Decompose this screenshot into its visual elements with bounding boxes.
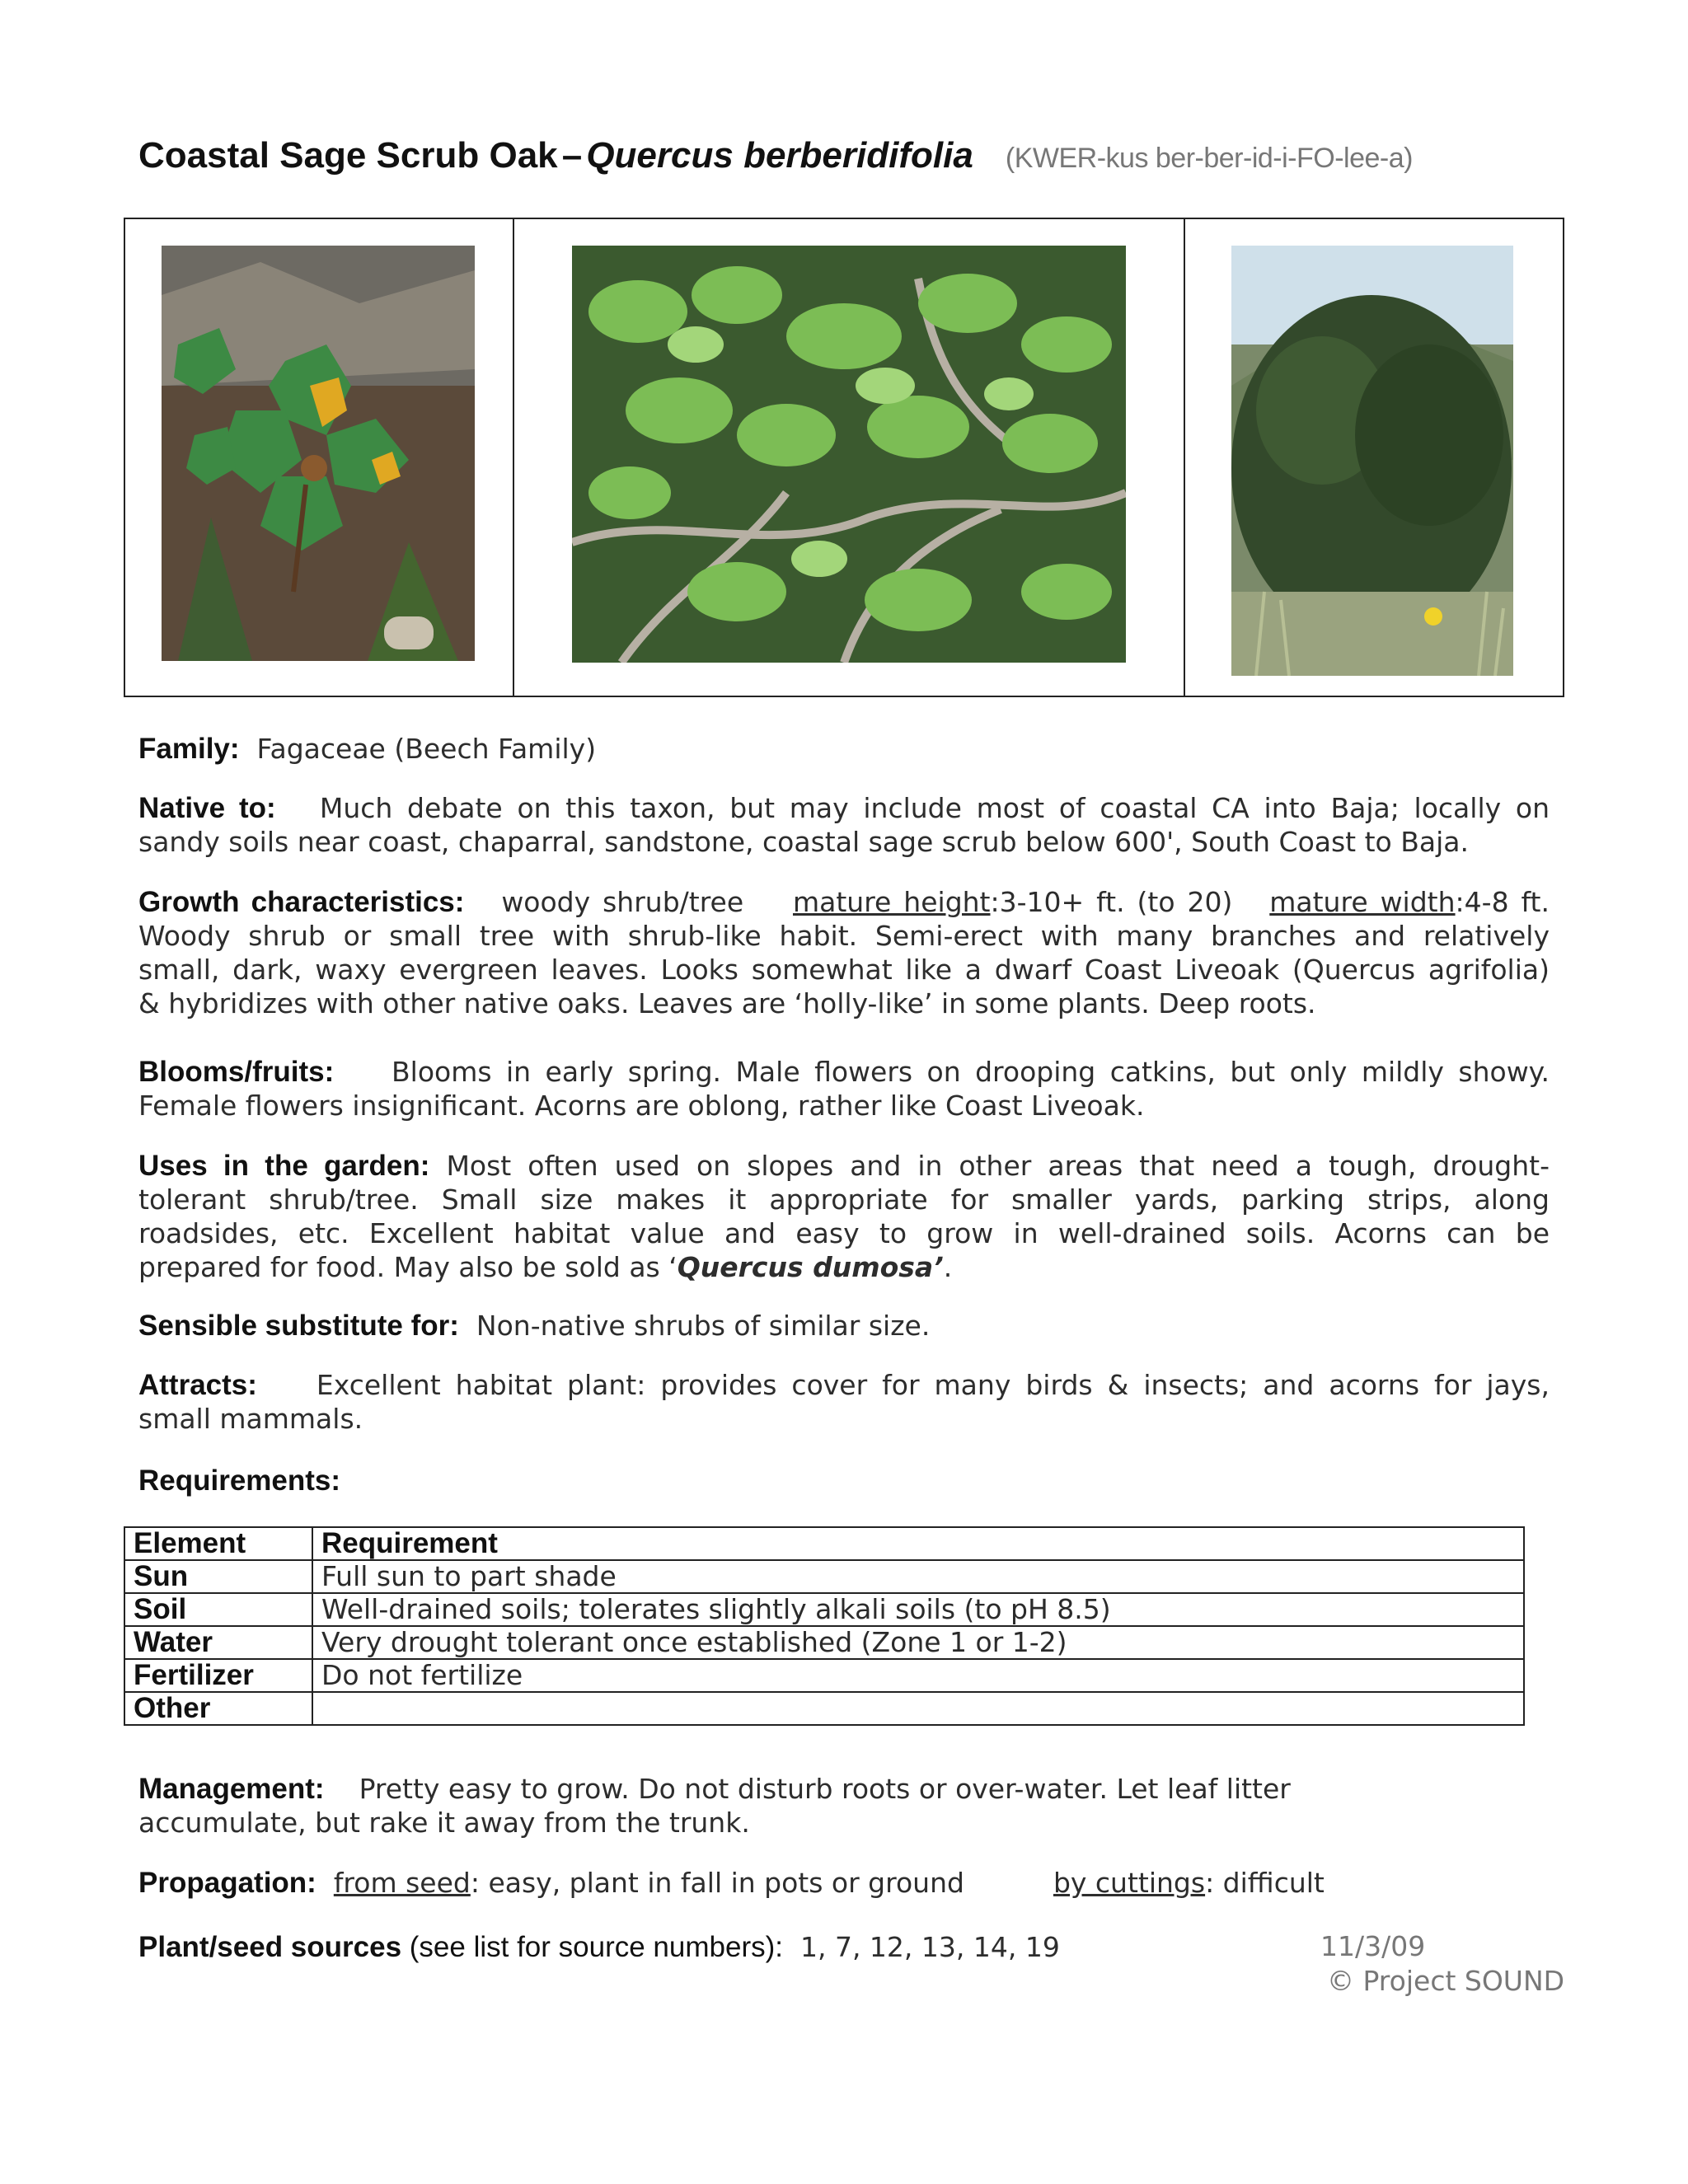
table-row [124,1692,1524,1725]
alt-name: Quercus dumosa’ [677,1251,944,1283]
photo-cell-leaf-closeup [125,219,514,696]
photo-cell-foliage [514,219,1185,696]
management-line-2: accumulate, but rake it away from the trunk. [138,1807,750,1839]
requirements-table [124,1526,1525,1726]
photo-strip [124,218,1564,697]
table-row [124,1593,1524,1626]
row-requirement: Full sun to part shade [312,1560,1524,1593]
mature-height-value: :3-10+ ft. (to 20) [990,886,1233,918]
row-element: Fertilizer [124,1659,312,1692]
uses-section [138,1149,1550,1284]
attracts-line-1: Excellent habitat plant: provides cover for many birds & insects; and acorns for jays, [316,1369,1550,1401]
management-label: Management: [138,1773,325,1805]
growth-habit: woody shrub/tree [501,886,744,918]
scientific-name: Quercus berberidifolia [586,135,973,176]
foliage-photo [572,246,1126,663]
row-element: Other [124,1692,312,1725]
mature-height-label: mature height [792,886,991,918]
uses-line-4-end: . [943,1251,953,1283]
sources-note: (see list for source numbers): [401,1931,783,1963]
leaf-closeup-photo [162,246,475,661]
growth-line-3: small, dark, waxy evergreen leaves. Looks somewhat like a dwarf Coast Liveoak (Quercus agrifolia) [138,954,1550,986]
copyright: © Project SOUND [1327,1965,1565,1997]
sources-value: 1, 7, 12, 13, 14, 19 [799,1931,1060,1963]
blooms-line-1: Blooms in early spring. Male flowers on drooping catkins, but only mildly showy. [392,1056,1550,1088]
family-label: Family: [138,733,240,765]
mature-width-value: :4-8 ft. [1455,886,1550,918]
substitute-label: Sensible substitute for: [138,1310,459,1342]
native-label: Native to: [138,792,276,824]
growth-label: Growth characteristics: [138,886,465,918]
table-row [124,1560,1524,1593]
substitute-section [138,1309,1550,1343]
common-name: Coastal Sage Scrub Oak [138,135,558,176]
management-line-1: Pretty easy to grow. Do not disturb roots or over-water. Let leaf litter [359,1773,1291,1805]
uses-line-1: Most often used on slopes and in other areas that need a tough, drought- [446,1150,1550,1182]
family-value: Fagaceae (Beech Family) [256,733,597,765]
row-element: Soil [124,1593,312,1626]
row-requirement: Well-drained soils; tolerates slightly alkali soils (to pH 8.5) [312,1593,1524,1626]
attracts-section [138,1368,1550,1436]
page-title [138,135,1589,193]
revision-date: 11/3/09 [1320,1930,1426,1962]
photo-cell-habit [1185,219,1563,696]
growth-line-4: & hybridizes with other native oaks. Leaves are ‘holly-like’ in some plants. Deep roots. [138,987,1316,1019]
growth-section [138,885,1550,1020]
header-element: Element [124,1527,312,1560]
family-section [138,732,1550,766]
from-seed-label: from seed [333,1867,471,1899]
native-section [138,791,1550,859]
row-requirement: Very drought tolerant once established (Zone 1 or 1-2) [312,1626,1524,1659]
blooms-section [138,1055,1550,1122]
header-requirement: Requirement [312,1527,1524,1560]
row-requirement: Do not fertilize [312,1659,1524,1692]
by-cuttings-label: by cuttings [1053,1867,1206,1899]
title-separator: – [561,135,583,176]
from-seed-value: : easy, plant in fall in pots or ground [470,1867,964,1899]
blooms-label: Blooms/fruits: [138,1056,335,1088]
pronunciation: (KWER-kus ber-ber-id-i-FO-lee-a) [1005,143,1413,174]
table-row [124,1659,1524,1692]
propagation-section [138,1866,1550,1900]
propagation-label: Propagation: [138,1867,316,1899]
growth-line-2: Woody shrub or small tree with shrub-like habit. Semi-erect with many branches and relatively [138,920,1550,952]
substitute-value: Non-native shrubs of similar size. [476,1310,931,1342]
native-line-1: Much debate on this taxon, but may include most of coastal CA into Baja; locally on [319,792,1550,824]
uses-line-3: roadsides, etc. Excellent habitat value and easy to grow in well-drained soils. Acorns can be [138,1217,1550,1249]
table-header-row [124,1527,1524,1560]
uses-line-2: tolerant shrub/tree. Small size makes it appropriate for smaller yards, parking strips, along [138,1183,1550,1216]
row-element: Sun [124,1560,312,1593]
uses-line-4: prepared for food. May also be sold as ‘ [138,1251,678,1283]
sources-label: Plant/seed sources [138,1931,402,1963]
row-requirement [312,1692,1524,1725]
shrub-habit-photo [1231,246,1513,676]
native-line-2: sandy soils near coast, chaparral, sandstone, coastal sage scrub below 600', South Coast to Baja. [138,826,1469,858]
management-section [138,1772,1550,1840]
requirements-label: Requirements: [138,1465,341,1497]
blooms-line-2: Female flowers insignificant. Acorns are oblong, rather like Coast Liveoak. [138,1090,1145,1122]
mature-width-label: mature width [1269,886,1456,918]
sources-section [138,1930,1292,1964]
by-cuttings-value: : difficult [1205,1867,1325,1899]
attracts-label: Attracts: [138,1369,257,1401]
table-row [124,1626,1524,1659]
uses-label: Uses in the garden: [138,1150,430,1182]
attracts-line-2: small mammals. [138,1403,363,1435]
requirements-heading [138,1464,1550,1497]
row-element: Water [124,1626,312,1659]
